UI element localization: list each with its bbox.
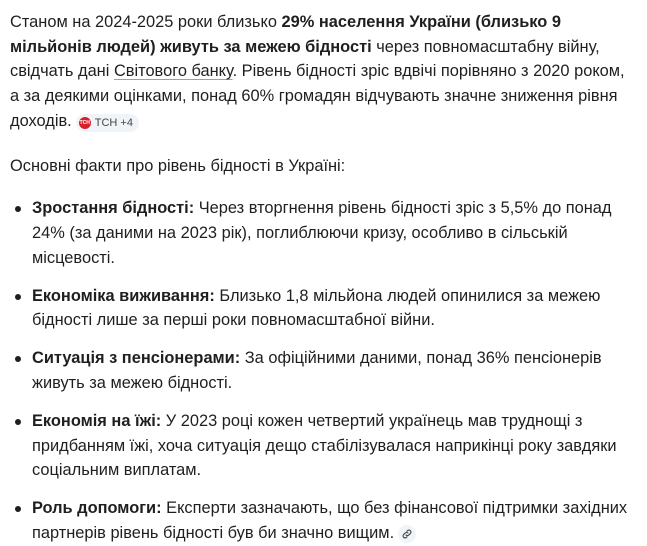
fact-item-aid-role <box>10 496 637 545</box>
fact-text: У 2023 році кожен четвертий українець мав труднощі з придбанням їжі, хоча ситуація дещо стабілізувалася наприкінці року завдяки соціальним виплатам. <box>32 412 617 480</box>
world-bank-link[interactable]: Світового банку <box>113 62 233 81</box>
fact-title: Зростання бідності: <box>32 199 195 218</box>
fact-title: Ситуація з пенсіонерами: <box>32 349 241 368</box>
fact-item-survival-economy <box>10 284 637 333</box>
fact-item-food-savings <box>10 409 637 483</box>
link-icon[interactable] <box>398 525 416 543</box>
source-chip-label: ТСН +4 <box>94 116 133 129</box>
fact-item-poverty-growth <box>10 196 637 270</box>
source-chip[interactable] <box>76 114 139 132</box>
intro-text-2: через повномасштабну війну, свідчать дані <box>10 37 600 81</box>
fact-title: Роль допомоги: <box>32 499 162 518</box>
fact-text: Близько 1,8 мільйона людей опинилися за межею бідності лише за перші роки повномасштабної війни. <box>32 286 601 330</box>
intro-bold-text: 29% населення України (близько 9 мільйонів людей) живуть за межею бідності <box>10 13 561 56</box>
fact-text: Через вторгнення рівень бідності зріс з 5,5% до понад 24% (за даними на 2023 рік), поглиблюючи кризу, особливо в сільській місцевості. <box>32 199 612 267</box>
fact-item-pensioners <box>10 346 637 395</box>
intro-paragraph <box>10 10 637 134</box>
fact-title: Економіка виживання: <box>32 286 215 305</box>
intro-text-1: Станом на 2024-2025 роки близько <box>10 13 282 31</box>
facts-lead: Основні факти про рівень бідності в Україні: <box>10 156 346 175</box>
intro-text-3: . Рівень бідності зріс вдвічі порівняно з 2020 роком, а за деякими оцінками, понад 60% громадян відчувають значне зниження рівня доходів. <box>10 62 625 130</box>
fact-text: За офіційними даними, понад 36% пенсіонерів живуть за межею бідності. <box>32 349 602 393</box>
facts-list <box>10 196 637 546</box>
fact-text: Експерти зазначають, що без фінансової підтримки західних партнерів рівень бідності був би значно вищим. <box>32 499 628 543</box>
fact-title: Економія на їжі: <box>32 412 162 431</box>
tsn-logo-icon: ТСН <box>79 117 91 129</box>
